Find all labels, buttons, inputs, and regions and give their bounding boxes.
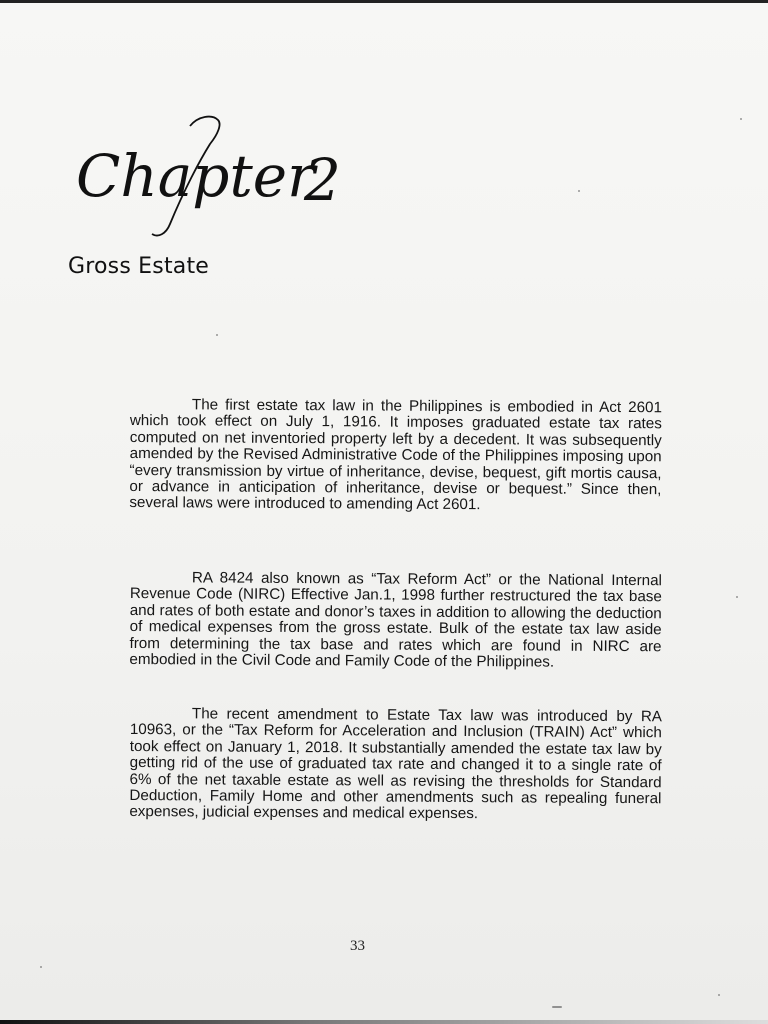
chapter-heading-graphic bbox=[72, 112, 372, 242]
paragraph-text: The first estate tax law in the Philippines is embodied in Act 2601 which took effect on July 1, 1916. It imposes graduated estate tax rates computed on net inventoried property left by a decedent. It was subsequently amended by the Revised Administrative Code of the Philippines imposing upon “every transmission by virtue of inheritance, devise, bequest, gift mortis causa, or advance in anticipation of inheritance, devise or bequest.” Since then, several laws were introduced to amending Act 2601. bbox=[129, 396, 662, 514]
chapter-word: Chapter bbox=[76, 142, 315, 210]
body-paragraph bbox=[129, 570, 662, 672]
paragraph-text: The recent amendment to Estate Tax law was introduced by RA 10963, or the “Tax Reform for Acceleration and Inclusion (TRAIN) Act” which took effect on January 1, 2018. It substantially amended the estate tax law by getting rid of the use of graduated tax rate and changed it to a single rate of 6% of the net taxable estate as well as revising the thresholds for Standard Deduction, Family Home and other amendments such as repealing funeral expenses, judicial expenses and medical expenses. bbox=[129, 705, 662, 823]
scan-top-edge bbox=[0, 0, 768, 3]
scan-speck bbox=[578, 190, 580, 192]
paragraph-text: RA 8424 also known as “Tax Reform Act” or the National Internal Revenue Code (NIRC) Effective Jan.1, 1998 further restructured the tax base and rates of both estate and donor’s taxes in addition to allowing the deduction of medical expenses from the gross estate. Bulk of the estate tax law aside from determining the tax base and rates which are found in NIRC are embodied in the Civil Code and Family Code of the Philippines. bbox=[129, 569, 662, 671]
body-paragraph bbox=[129, 397, 662, 515]
scan-speck bbox=[718, 994, 720, 996]
scan-speck bbox=[740, 118, 742, 120]
scan-bottom-edge bbox=[0, 1020, 768, 1024]
chapter-heading bbox=[72, 112, 372, 242]
scan-speck bbox=[552, 1006, 562, 1008]
scan-speck bbox=[216, 334, 218, 336]
scan-speck bbox=[40, 966, 42, 968]
section-title: Gross Estate bbox=[68, 254, 210, 279]
scan-speck bbox=[736, 596, 738, 598]
chapter-number: 2 bbox=[304, 146, 341, 214]
page-number: 33 bbox=[350, 938, 365, 954]
body-paragraph bbox=[129, 706, 662, 824]
